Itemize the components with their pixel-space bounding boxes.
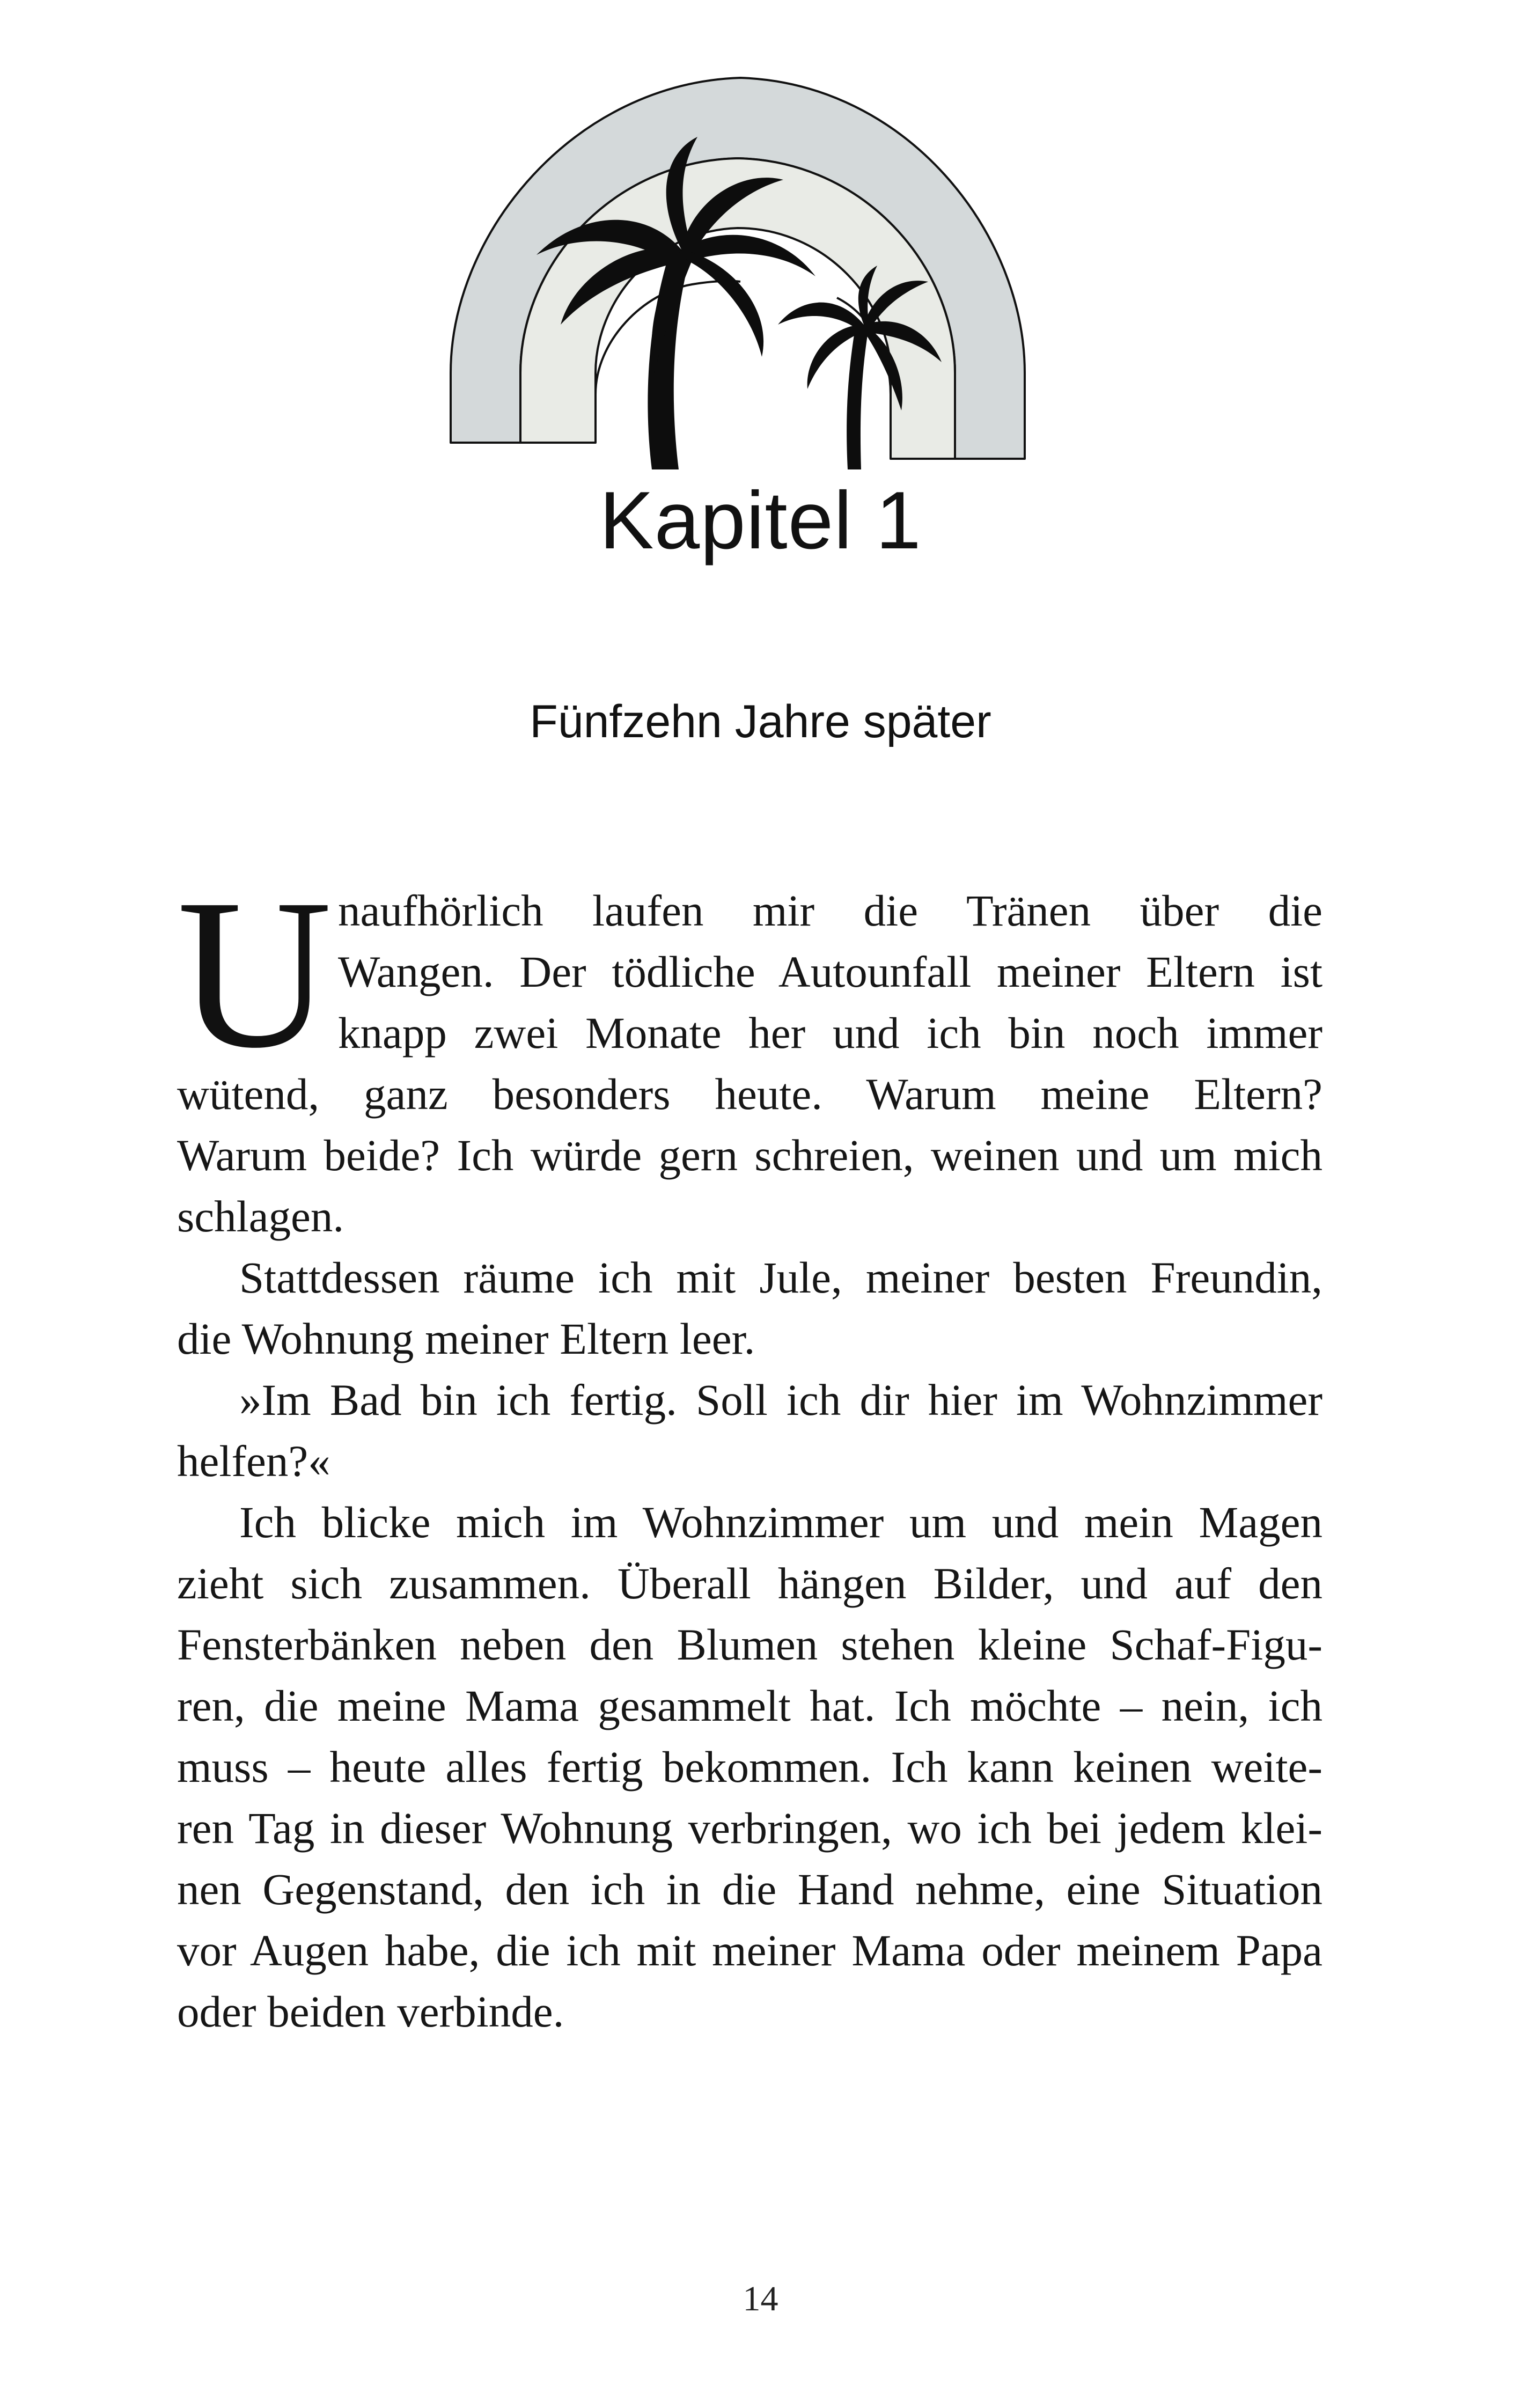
text-line: Ich blicke mich im Wohnzimmer um und mein Magen — [239, 1497, 1322, 1547]
text-line: vor Augen habe, die ich mit meiner Mama oder meinem Papa — [177, 1926, 1322, 1975]
text-line: wütend, ganz besonders heute. Warum meine Eltern? — [177, 1069, 1322, 1119]
text-line: Wangen. Der tödliche Autounfall meiner Eltern ist — [338, 947, 1322, 996]
text-line: helfen?« — [177, 1436, 330, 1486]
text-line: muss – heute alles fertig bekommen. Ich kann keinen weite- — [177, 1742, 1322, 1792]
chapter-body — [177, 855, 1322, 2042]
text-line: die Wohnung meiner Eltern leer. — [177, 1314, 755, 1363]
text-line: oder beiden verbinde. — [177, 1987, 564, 2036]
paragraph-4 — [177, 1492, 1322, 2042]
chapter-subtitle: Fünfzehn Jahre später — [530, 696, 991, 747]
text-line: »Im Bad bin ich fertig. Soll ich dir hier im Wohnzimmer — [239, 1375, 1322, 1425]
text-line: zieht sich zusammen. Überall hängen Bilder, und auf den — [177, 1559, 1322, 1608]
paragraph-2 — [177, 1247, 1322, 1369]
text-line: knapp zwei Monate her und ich bin noch immer — [338, 1008, 1322, 1058]
text-line: Stattdessen räume ich mit Jule, meiner besten Freundin, — [239, 1253, 1322, 1302]
text-line: ren Tag in dieser Wohnung verbringen, wo ich bei jedem klei- — [177, 1803, 1322, 1853]
text-line: ren, die meine Mama gesammelt hat. Ich möchte – nein, ich — [177, 1681, 1322, 1730]
text-line: nen Gegenstand, den ich in die Hand nehme, eine Situation — [177, 1864, 1322, 1914]
paragraph-1 — [177, 855, 1322, 1247]
drop-cap: U — [177, 855, 332, 1092]
page-number: 14 — [743, 2279, 778, 2318]
paragraph-3 — [177, 1369, 1322, 1492]
text-line: schlagen. — [177, 1192, 344, 1241]
text-line: Warum beide? Ich würde gern schreien, weinen und um mich — [177, 1130, 1322, 1180]
text-line: naufhörlich laufen mir die Tränen über die — [338, 886, 1322, 935]
chapter-title: Kapitel 1 — [599, 475, 922, 566]
rainbow-palm-trees-icon — [440, 72, 1035, 491]
text-line: Fensterbänken neben den Blumen stehen kleine Schaf-Figu- — [177, 1620, 1322, 1669]
